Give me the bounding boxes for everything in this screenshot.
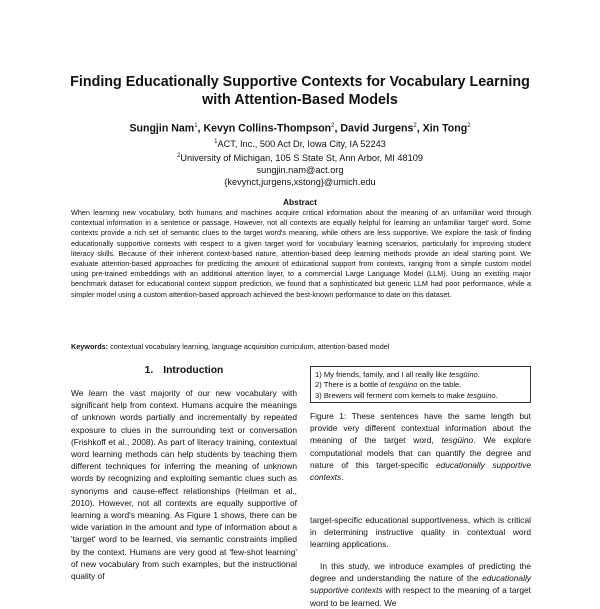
section-number: 1.	[144, 365, 154, 376]
author-names: Sungjin Nam$^1$, Kevyn Collins-Thompson$^2$, David Jurgens$^2$, Xin Tong$^2$	[129, 122, 471, 135]
author-name: Xin Tong	[422, 122, 468, 135]
author-affiliation-mark: 2	[413, 123, 417, 129]
sentence-end: on the table.	[417, 380, 462, 390]
affiliation-number: 2	[177, 152, 181, 159]
author-affiliation-mark: 2	[331, 123, 335, 129]
caption-text: Figure 1: These sentences have the same length but provide very different contextual information about the meaning of the target word,	[310, 411, 531, 446]
author-name: Sungjin Nam	[129, 122, 195, 135]
figure-1-caption	[310, 410, 531, 483]
abstract-text: When learning new vocabulary, both humans and machines acquire critical information about the meaning of an unfamiliar word through contextual information in a sentence or passage. However, not all contexts are equally helpful for learning an unfamiliar 'target' word. Some contexts provide a rich set of semantic clues to the target word's meaning, while others are less supportive. We explore the task of finding educationally supportive contexts with respect to a given target word for vocabulary learning scenarios, particularly for improving student literacy skills. Because of their inherent context-based nature, attention-based deep learning methods provide an ideal starting point. We evaluate attention-based approaches for predicting the amount of educational support from contexts, ranging from a simple custom model using pre-trained embeddings with an additional attention layer, to a commercial Large Language Model (LLM). Using an existing major benchmark dataset for educational context support prediction, we found that a sophisticated but generic LLM had poor performance, while a simpler model using a custom attention-based approach achieved the best-known performance to date on this dataset.	[71, 208, 531, 299]
sentence-text: 3) Brewers will ferment corn kernels to make	[315, 390, 467, 400]
figure-sentence	[315, 370, 526, 380]
affiliation-1	[40, 136, 560, 150]
target-word: tesgüino	[466, 390, 496, 400]
right-column-paragraph-2	[310, 560, 531, 609]
sentence-end: .	[477, 370, 480, 379]
section-title: Introduction	[163, 365, 224, 376]
right-column-paragraph-1: target-specific educational supportiveness, which is critical in determining instructive quality in contextual word learning applications.	[310, 515, 531, 550]
affiliation-number: 1	[214, 138, 218, 145]
affiliation-text: ACT, Inc., 500 Act Dr, Iowa City, IA 52243	[217, 138, 386, 149]
keywords-text: contextual vocabulary learning, language acquisition curriculum, attention-based model	[108, 342, 390, 351]
abstract-heading: Abstract	[283, 197, 317, 207]
target-word: tesgüino	[449, 370, 478, 379]
sentence-end: .	[495, 390, 498, 400]
sentence-text: 2) There is a bottle of	[315, 380, 389, 390]
target-word: tesgüino	[388, 380, 418, 390]
caption-text: . We explore computational models that can quantify the degree and nature of this target-specific	[310, 435, 531, 470]
figure-sentence	[315, 391, 526, 401]
left-column	[71, 364, 297, 582]
title-line-1: Finding Educationally Supportive Contexts for Vocabulary Learning	[70, 74, 530, 90]
author-email-1: sungjin.nam@act.org	[256, 164, 344, 175]
keywords-label: Keywords:	[71, 342, 109, 351]
paragraph-text: In this study, we introduce examples of predicting the degree and understanding the nature of the	[310, 561, 531, 584]
affiliation-text: University of Michigan, 105 S State St, Ann Arbor, MI 48109	[180, 152, 423, 163]
section-heading-introduction	[71, 364, 297, 377]
author-name: David Jurgens	[340, 122, 414, 135]
author-name: Kevyn Collins-Thompson	[203, 122, 332, 135]
keywords-line	[71, 342, 541, 352]
author-block	[40, 120, 560, 188]
introduction-paragraph: We learn the vast majority of our new vocabulary with significant help from context. Humans acquire the meanings of unknown words partially and incrementally by repeated exposure to clues in the surrounding text or conversation (Frishkoff et al., 2008). As part of literacy training, contextual word learning methods can help students by teaching them different techniques for inferring the meaning of unknown words by recognizing and exploiting semantic clues such as synonyms and cause-effect relationships (Heilman et al., 2010). However, not all contexts are equally supportive of learning a word's meaning. As Figure 1 shows, there can be wide variation in the amount and type of information about a 'target' word to be learned, via semantic constraints implied by the context. Humans are very good at 'few-shot learning' of new vocabulary from such examples, but the instructional quality of	[71, 388, 297, 582]
caption-text: .	[341, 472, 344, 483]
caption-target-word: tesgüino	[441, 435, 474, 446]
title-line-2: with Attention-Based Models	[202, 92, 398, 108]
paragraph-emphasis: educationally supportive contexts	[310, 573, 531, 596]
author-affiliation-mark: 1	[194, 123, 198, 129]
affiliation-2	[40, 150, 560, 164]
paragraph-text: with respect to the meaning of a target word to be learned. We	[310, 585, 531, 608]
figure-sentence	[315, 380, 526, 390]
paper-title	[40, 73, 560, 109]
caption-emphasis: educationally supportive contexts	[310, 459, 531, 483]
author-affiliation-mark: 2	[467, 123, 471, 129]
author-email-2: {kevynct,jurgens,xstong}@umich.edu	[224, 176, 376, 187]
figure-1-box	[310, 366, 531, 403]
sentence-text: 1) My friends, family, and I all really like	[315, 370, 450, 379]
